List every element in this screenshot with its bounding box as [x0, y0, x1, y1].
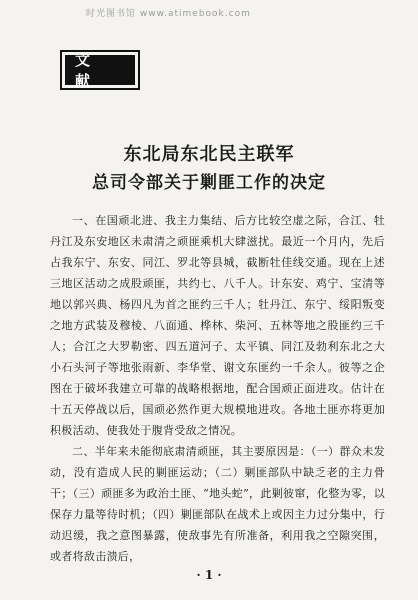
section-label-box [60, 50, 140, 90]
document-title-line-2: 总司令部关于剿匪工作的决定 [92, 173, 326, 193]
section-label: 文 献 [65, 55, 135, 85]
watermark: 时光图书馆 www.atimebook.com [86, 9, 251, 19]
paragraph-2: 二、半年来未能彻底肃清顽匪，其主要原因是：（一）群众未发动，没有造成人民的剿匪运动；（二）剿匪部队中缺乏老的主力骨干；（三）顽匪多为政治土匪、“地头蛇”，此剿彼窜，化整为零，以保存力量等待时机；（四）剿匪部队在战术上或因主力过分集中，行动迟缓，我之意图暴露，使敌事先有所准备，利用我之空隙突围，或者将敌击溃后， [50, 445, 385, 563]
document-body [50, 210, 385, 567]
page-number: · 1 · [196, 568, 222, 582]
paragraph-1: 一、在国顽北进、我主力集结、后方比较空虚之际，合江、牡丹江及东安地区未肃清之顽匪乘机大肆滋扰。最近一个月内，先后占我东宁、东安、同江、罗北等县城，截断牡佳线交通。现在上述三地区活动之成股顽匪，共约七、八千人。计东安、鸡宁、宝清等地以郭兴典、杨四凡为首之匪约三千人；牡丹江、东宁、绥阳叛变之地方武装及穆棱、八面通、桦林、柴河、五林等地之股匪约三千人；合江之大罗勒密、四五道河子、太平镇、同江及勃利东北之大小石头河子等地张雨新、李华堂、谢文东匪约一千余人。彼等之企图在于破坏我建立可靠的战略根据地，配合国顽正面进攻。估计在十五天停战以后，国顽必然作更大规模地进攻。各地土匪亦将更加积极活动、使我处于腹背受敌之情况。 [50, 214, 385, 437]
document-title-line-1: 东北局东北民主联军 [123, 144, 295, 165]
